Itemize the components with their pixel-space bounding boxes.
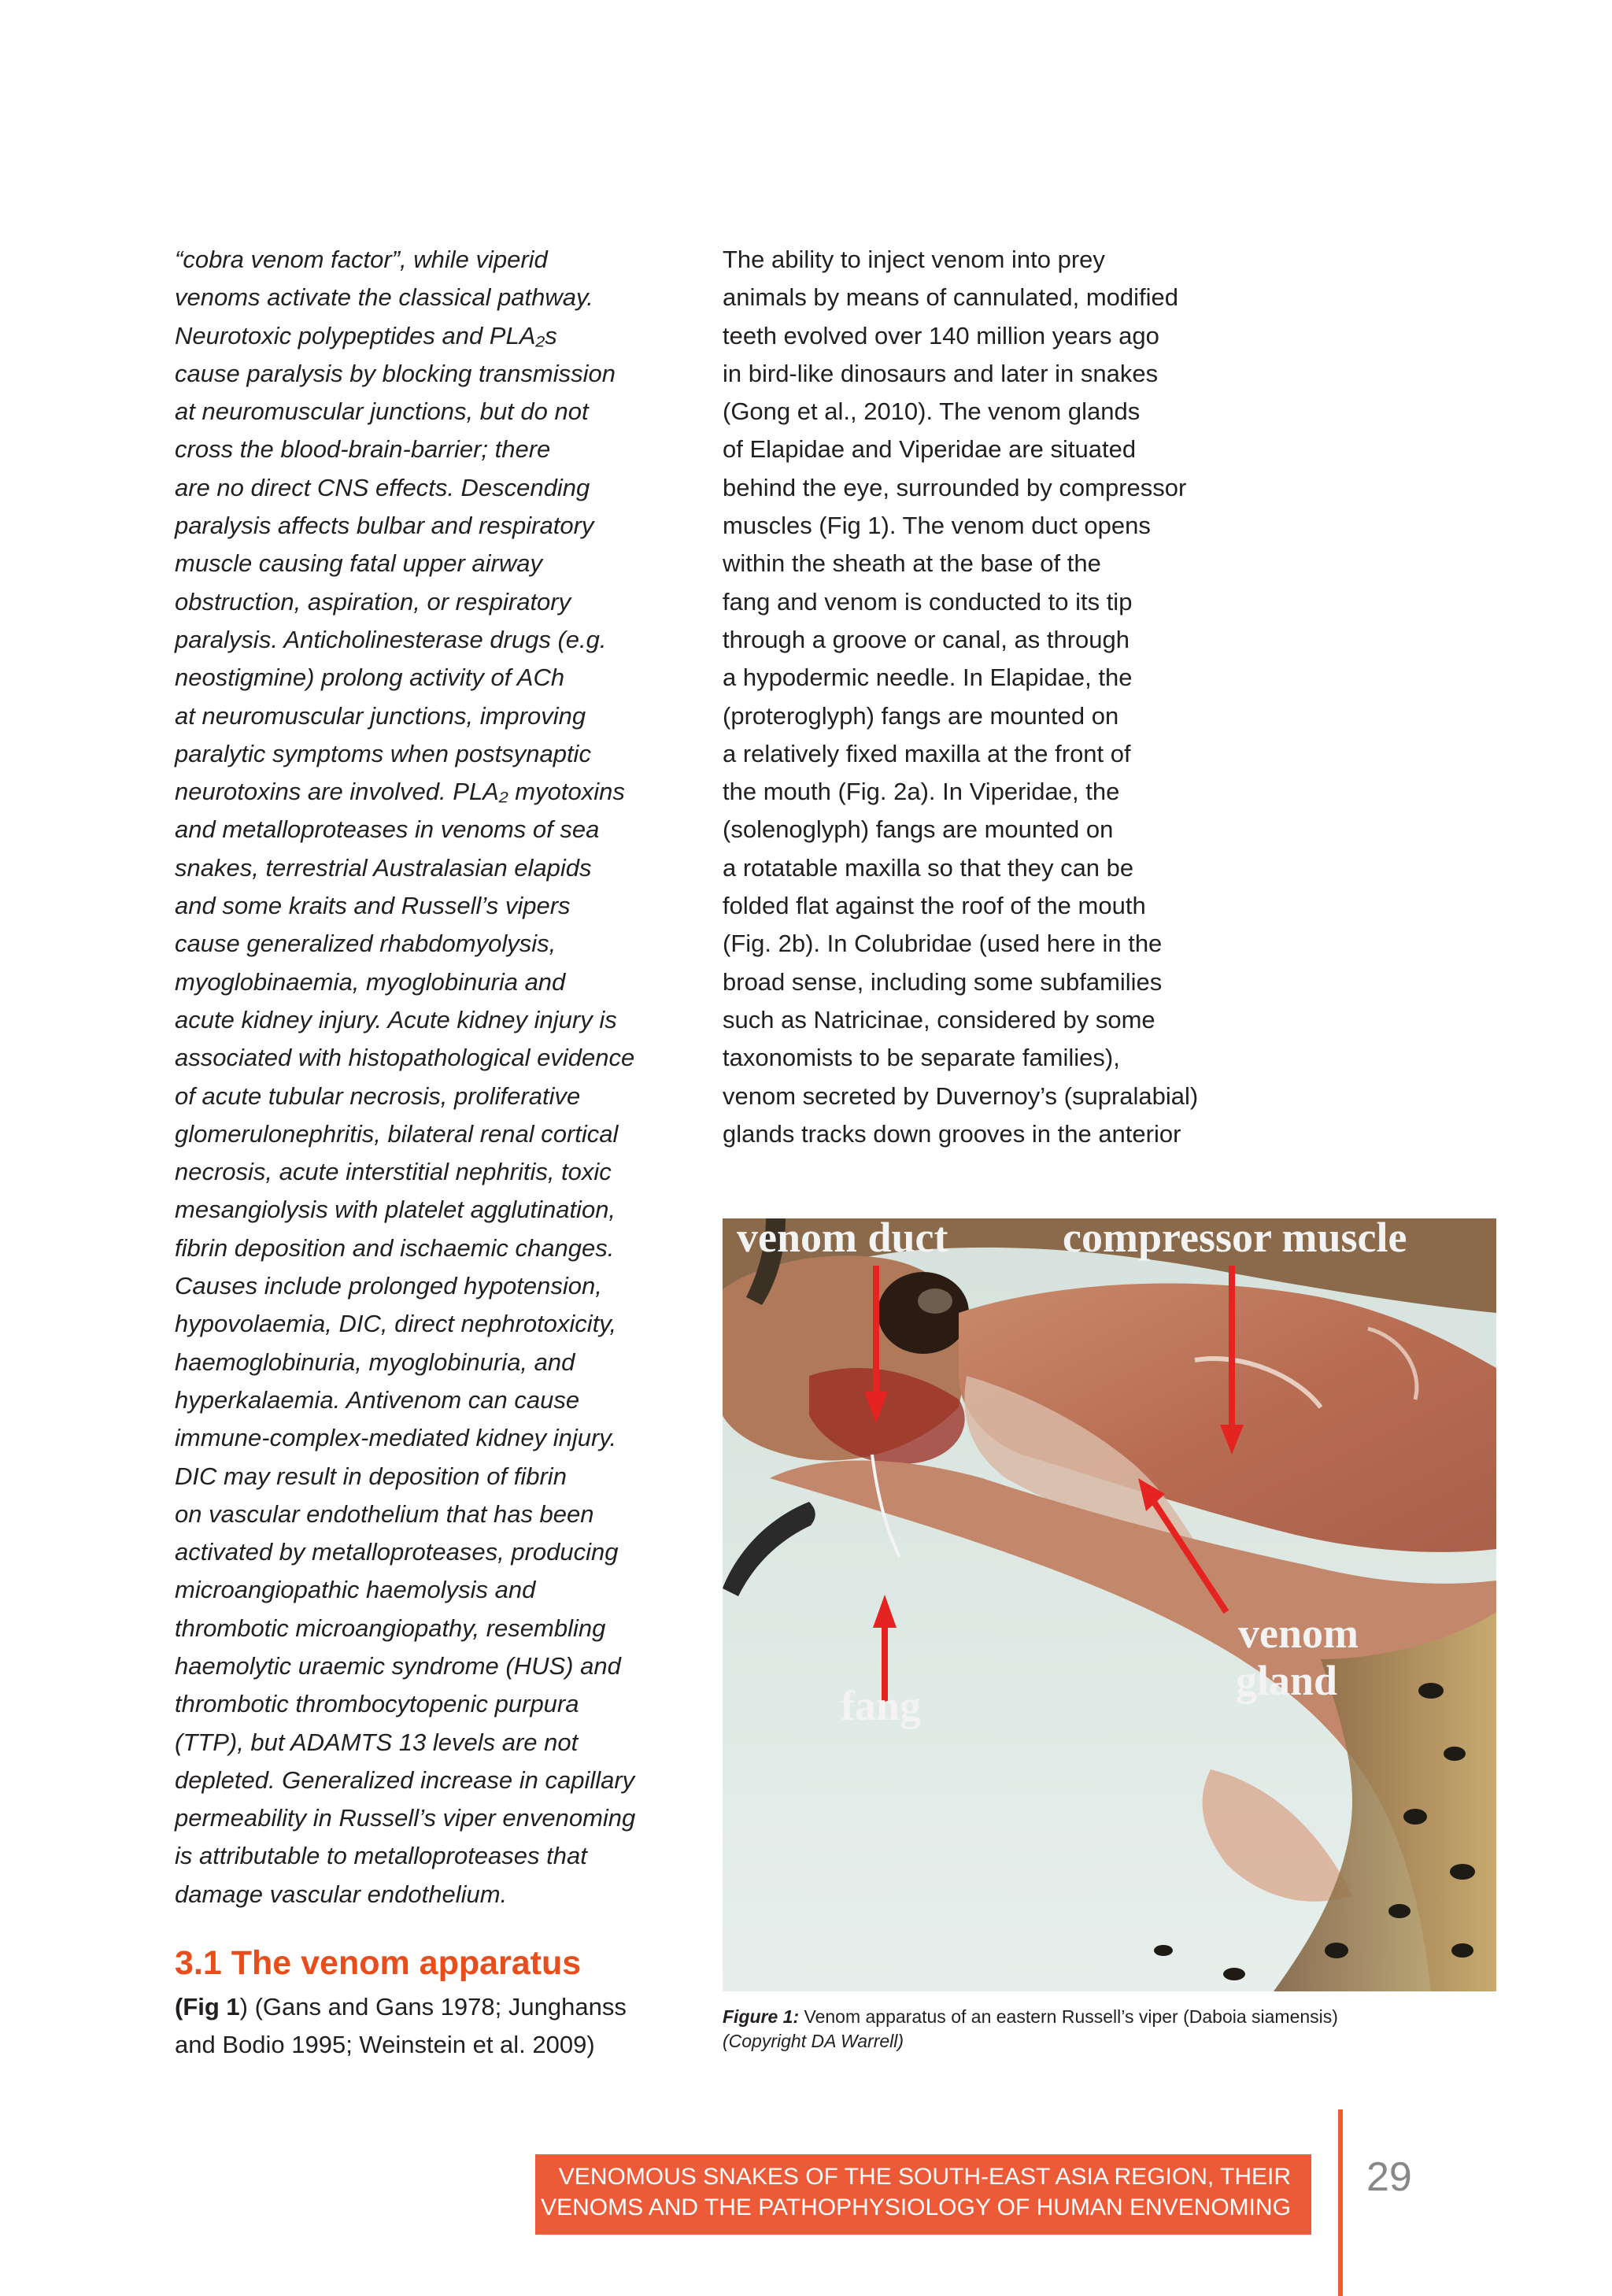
- text-line: on vascular endothelium that has been: [175, 1499, 594, 1528]
- text-line: a relatively fixed maxilla at the front of: [723, 739, 1131, 767]
- text-line: activated by metalloproteases, producing: [175, 1538, 619, 1566]
- text-line: glands tracks down grooves in the anterior: [723, 1119, 1181, 1148]
- text-line: thrombotic thrombocytopenic purpura: [175, 1690, 579, 1718]
- text-line: associated with histopathological evidence: [175, 1044, 635, 1072]
- footer-line-2: VENOMS AND THE PATHOPHYSIOLOGY OF HUMAN ENVENOMING: [541, 2194, 1291, 2220]
- text-line: folded flat against the roof of the mouth: [723, 892, 1146, 920]
- text-line: Causes include prolonged hypotension,: [175, 1272, 602, 1300]
- text-line: muscles (Fig 1). The venom duct opens: [723, 512, 1151, 540]
- text-line: of acute tubular necrosis, proliferative: [175, 1081, 581, 1110]
- text-line: paralysis affects bulbar and respiratory: [175, 512, 594, 540]
- eye: [878, 1272, 969, 1354]
- text-line: neostigmine) prolong activity of ACh: [175, 664, 565, 692]
- footer-line-1: VENOMOUS SNAKES OF THE SOUTH-EAST ASIA REGION, THEIR: [558, 2164, 1291, 2190]
- caption-label: Figure 1:: [723, 2006, 800, 2027]
- text-line: taxonomists to be separate families),: [723, 1044, 1120, 1072]
- text-line: and metalloproteases in venoms of sea: [175, 815, 600, 844]
- text-line: myoglobinaemia, myoglobinuria and: [175, 967, 566, 996]
- text-line: of Elapidae and Viperidae are situated: [723, 435, 1137, 464]
- page-number: 29: [1366, 2154, 1412, 2200]
- text-line: depleted. Generalized increase in capillary: [175, 1765, 635, 1794]
- text-line: The ability to inject venom into prey: [723, 246, 1105, 273]
- text-line: broad sense, including some subfamilies: [723, 967, 1163, 996]
- text-line: behind the eye, surrounded by compressor: [723, 473, 1187, 501]
- text-line: is attributable to metalloproteases that: [175, 1842, 587, 1870]
- text-line: such as Natricinae, considered by some: [723, 1005, 1155, 1033]
- section-heading: 3.1 The venom apparatus: [175, 1944, 582, 1982]
- text-line: Neurotoxic polypeptides and PLA₂s: [175, 321, 557, 349]
- text-line: haemolytic uraemic syndrome (HUS) and: [175, 1651, 621, 1680]
- text-line: fibrin deposition and ischaemic changes.: [175, 1233, 615, 1262]
- text-line: (Fig. 2b). In Colubridae (used here in the: [723, 930, 1163, 958]
- footer-rule: [1338, 2109, 1343, 2296]
- snake-head-illustration: [723, 1218, 1496, 1991]
- text-line: permeability in Russell’s viper envenoming: [175, 1804, 636, 1832]
- text-line: (Gong et al., 2010). The venom glands: [723, 397, 1141, 426]
- text-line: “cobra venom factor”, while viperid: [175, 246, 548, 273]
- eye-highlight: [918, 1288, 952, 1314]
- text-line: at neuromuscular junctions, improving: [175, 701, 586, 730]
- text-line: obstruction, aspiration, or respiratory: [175, 587, 571, 616]
- text-line: cause paralysis by blocking transmission: [175, 359, 616, 387]
- text-line: glomerulonephritis, bilateral renal cortical: [175, 1119, 619, 1148]
- text-line: animals by means of cannulated, modified: [723, 283, 1178, 312]
- text-line: immune-complex-mediated kidney injury.: [175, 1424, 617, 1452]
- ref-bold: (Fig 1: [175, 1993, 240, 2021]
- text-line: the mouth (Fig. 2a). In Viperidae, the: [723, 778, 1120, 806]
- section-references: [175, 1988, 694, 2065]
- text-line: necrosis, acute interstitial nephritis, toxic: [175, 1158, 612, 1186]
- text-line: thrombotic microangiopathy, resembling: [175, 1614, 606, 1642]
- text-line: hypovolaemia, DIC, direct nephrotoxicity,: [175, 1310, 617, 1338]
- label-venom: venom: [1238, 1610, 1359, 1657]
- footer-banner: [535, 2154, 1311, 2235]
- text-line: in bird-like dinosaurs and later in snakes: [723, 359, 1159, 387]
- text-line: teeth evolved over 140 million years ago: [723, 321, 1159, 349]
- text-line: cross the blood-brain-barrier; there: [175, 435, 551, 464]
- text-line: cause generalized rhabdomyolysis,: [175, 930, 556, 958]
- text-line: fang and venom is conducted to its tip: [723, 587, 1133, 616]
- text-line: microangiopathic haemolysis and: [175, 1576, 536, 1604]
- text-line: venoms activate the classical pathway.: [175, 283, 593, 312]
- text-line: (TTP), but ADAMTS 13 levels are not: [175, 1728, 579, 1756]
- text-line: venom secreted by Duvernoy’s (supralabial): [723, 1081, 1199, 1110]
- text-line: a rotatable maxilla so that they can be: [723, 853, 1134, 882]
- label-venom-duct: venom duct: [737, 1218, 948, 1261]
- text-line: within the sheath at the base of the: [723, 549, 1101, 578]
- text-line: damage vascular endothelium.: [175, 1880, 508, 1908]
- text-line: and some kraits and Russell’s vipers: [175, 892, 571, 920]
- text-line: paralytic symptoms when postsynaptic: [175, 739, 591, 767]
- figure-image: [723, 1218, 1496, 1991]
- text-line: (proteroglyph) fangs are mounted on: [723, 701, 1119, 730]
- text-line: through a groove or canal, as through: [723, 625, 1130, 653]
- right-column: [723, 241, 1274, 1153]
- label-fang: fang: [841, 1682, 922, 1729]
- figure-caption: [723, 2005, 1496, 2054]
- text-line: paralysis. Anticholinesterase drugs (e.g.: [175, 625, 607, 653]
- caption-text: Venom apparatus of an eastern Russell’s viper (Daboia siamensis): [799, 2006, 1338, 2027]
- text-line: DIC may result in deposition of fibrin: [175, 1462, 567, 1490]
- ref-text-line-2: and Bodio 1995; Weinstein et al. 2009): [175, 2031, 595, 2059]
- text-line: haemoglobinuria, myoglobinuria, and: [175, 1348, 575, 1376]
- caption-copyright: (Copyright DA Warrell): [723, 2031, 904, 2051]
- left-column: [175, 241, 678, 1913]
- text-line: (solenoglyph) fangs are mounted on: [723, 815, 1114, 844]
- text-line: mesangiolysis with platelet agglutination,: [175, 1196, 616, 1224]
- text-line: a hypodermic needle. In Elapidae, the: [723, 664, 1133, 692]
- text-line: hyperkalaemia. Antivenom can cause: [175, 1385, 580, 1414]
- label-gland: gland: [1236, 1657, 1338, 1704]
- text-line: at neuromuscular junctions, but do not: [175, 397, 589, 426]
- ref-text: ) (Gans and Gans 1978; Junghanss: [239, 1993, 627, 2021]
- text-line: acute kidney injury. Acute kidney injury is: [175, 1005, 617, 1033]
- text-line: muscle causing fatal upper airway: [175, 549, 542, 578]
- text-line: snakes, terrestrial Australasian elapids: [175, 853, 592, 882]
- text-line: neurotoxins are involved. PLA₂ myotoxins: [175, 778, 625, 806]
- text-line: are no direct CNS effects. Descending: [175, 473, 590, 501]
- label-compressor-muscle: compressor muscle: [1063, 1218, 1407, 1261]
